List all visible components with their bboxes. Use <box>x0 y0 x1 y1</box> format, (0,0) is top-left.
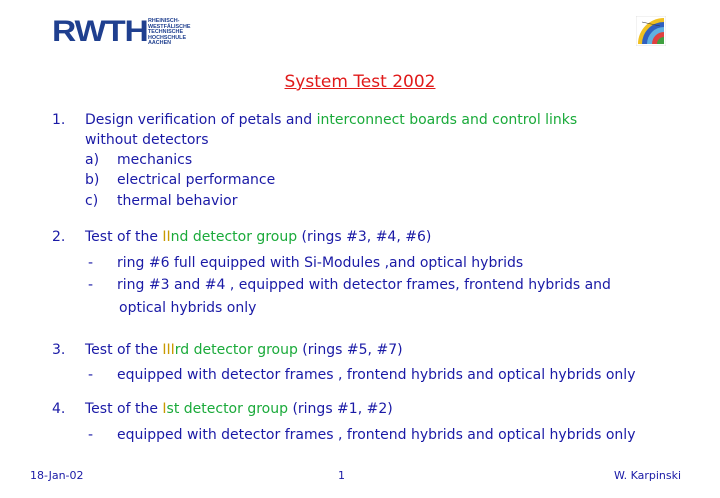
item-4-bullet-1-text: equipped with detector frames , frontend hybrids and optical hybrids only <box>117 427 636 443</box>
footer-date: 18-Jan-02 <box>30 469 84 482</box>
logo-subtitle: RHEINISCH- WESTFÄLISCHE TECHNISCHE HOCHSCHULE AACHEN <box>148 18 191 47</box>
item-4-number: 4. <box>52 401 66 417</box>
logo-wordmark: RWTH <box>52 15 148 48</box>
item-4-heading: Test of the Ist detector group (rings #1, #2) <box>85 401 393 417</box>
page-title: System Test 2002 <box>284 72 436 92</box>
footer-author: W. Karpinski <box>614 469 682 482</box>
item-1-line2: without detectors <box>85 132 209 148</box>
item-1-sub-b-label: b) <box>85 172 100 188</box>
item-1-sub-a-text: mechanics <box>117 152 193 168</box>
detector-emblem-icon <box>636 16 666 46</box>
footer-page-number: 1 <box>338 469 345 482</box>
item-2-bullet-2-dash: - <box>88 277 94 293</box>
item-2-number: 2. <box>52 229 66 245</box>
item-2-bullet-2-text: ring #3 and #4 , equipped with detector frames, frontend hybrids and <box>117 277 611 293</box>
item-1-sub-c-text: thermal behavior <box>117 193 238 209</box>
item-3-bullet-1-dash: - <box>88 367 94 383</box>
item-2-bullet-1-text: ring #6 full equipped with Si-Modules ,and optical hybrids <box>117 255 524 271</box>
rwth-logo <box>52 14 202 50</box>
item-1-sub-c-label: c) <box>85 193 99 209</box>
item-1-number: 1. <box>52 112 66 128</box>
item-1-sub-b-text: electrical performance <box>117 172 276 188</box>
item-4-bullet-1-dash: - <box>88 427 94 443</box>
item-3-heading: Test of the IIIrd detector group (rings #5, #7) <box>85 342 403 358</box>
item-2-continuation: optical hybrids only <box>119 300 257 316</box>
item-3-number: 3. <box>52 342 66 358</box>
item-1-line1: Design verification of petals and interconnect boards and control links <box>85 112 578 128</box>
item-1-highlight: interconnect boards and control links <box>316 112 578 128</box>
item-3-bullet-1-text: equipped with detector frames , frontend hybrids and optical hybrids only <box>117 367 636 383</box>
item-2-bullet-1-dash: - <box>88 255 94 271</box>
item-2-heading: Test of the IInd detector group (rings #3, #4, #6) <box>85 229 432 245</box>
item-1-sub-a-label: a) <box>85 152 100 168</box>
